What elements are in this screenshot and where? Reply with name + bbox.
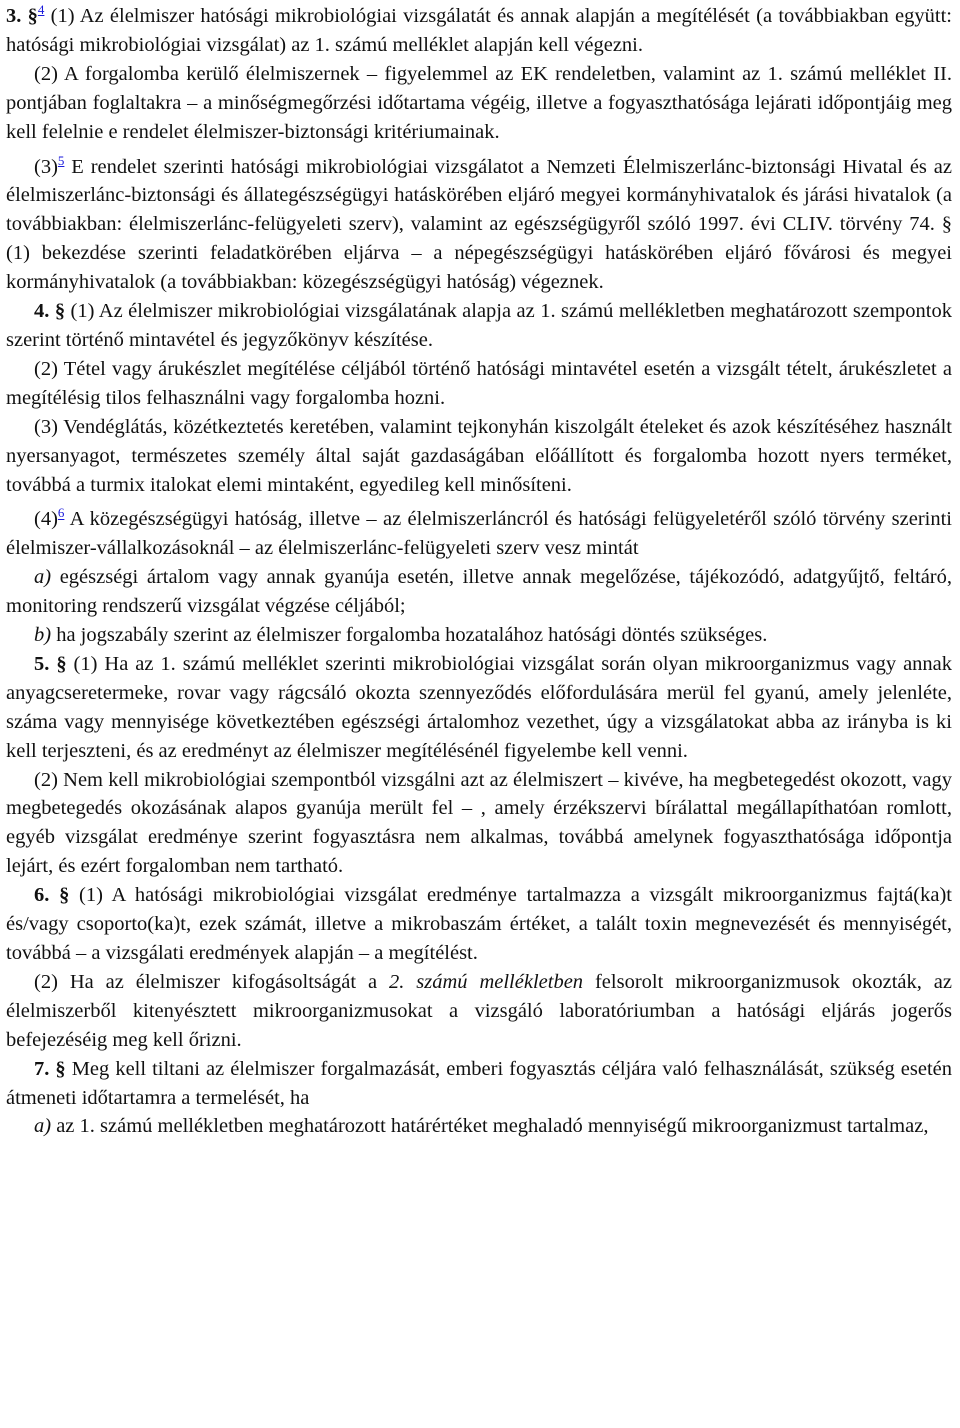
- paragraph-text: Meg kell tiltani az élelmiszer forgalmazását, emberi fogyasztás céljára való felhasználását, szükség esetén átmeneti időtartamra a termelését, ha: [6, 1057, 952, 1109]
- paragraph-text-cont: (1) bekezdése szerinti feladatkörében eljárva – a népegészségügyi hatáskörében eljáró fővárosi és megyei kormányhivatalok (a továbbiakban: közegészségügyi hatóság) végeznek.: [6, 242, 952, 294]
- paragraph-text: (3) Vendéglátás, közétkeztetés keretében, valamint tejkonyhán kiszolgált ételeket és azok készítéséhez használt nyersanyagot, természetes személy által saját gazdaságában előállított és forgalomba hozott nyers terméket, továbbá a turmix italokat elemi mintaként, egyedileg kell minősíteni.: [6, 415, 952, 496]
- list-label: b): [34, 624, 52, 647]
- section-number: 7.: [34, 1057, 50, 1080]
- section-number: 4.: [34, 300, 50, 323]
- paragraph-text: az 1. számú mellékletben meghatározott határértéket meghaladó mennyiségű mikroorganizmust tartalmaz,: [51, 1115, 929, 1138]
- paragraph-6-1: [6, 881, 952, 968]
- paragraph-text: (2) Tétel vagy árukészlet megítélése céljából történő hatósági mintavétel esetén a vizsgált tételt, árukészletet a megítélésig tilos felhasználni vagy forgalomba hozni.: [6, 357, 952, 409]
- paragraph-text: (1) Az élelmiszer hatósági mikrobiológiai vizsgálatát és annak alapján a megítélését (a továbbiakban együtt: hatósági mikrobiológiai vizsgálat) az 1. számú melléklet alapján kell végezni.: [6, 5, 952, 56]
- section-number: 3.: [6, 5, 22, 27]
- paragraph-text: (2) A forgalomba kerülő élelmiszernek – figyelemmel az EK rendeletben, valamint az 1. számú melléklet II. pontjában foglaltakra – a minőségmegőrzési időtartama végéig, illetve a fogyaszthatósága lejárati időpontjáig meg kell felelnie e rendelet élelmiszer-biztonsági kritériumainak.: [6, 62, 952, 143]
- paragraph-4-2: [6, 355, 952, 413]
- paragraph-7: [6, 1055, 952, 1113]
- paragraph-6-2: [6, 968, 952, 1055]
- section-symbol-link[interactable]: §: [56, 652, 67, 675]
- paragraph-5-2: [6, 766, 952, 882]
- paragraph-3-3: [6, 153, 952, 298]
- paragraph-text: (1) Az élelmiszer mikrobiológiai vizsgálatának alapja az 1. számú mellékletben meghatározott szempontok szerint történő mintavétel és jegyzőkönyv készítése.: [6, 300, 952, 351]
- paragraph-text: (2) Ha az élelmiszer kifogásoltságát a: [34, 970, 389, 993]
- list-item-b: [6, 621, 952, 650]
- paragraph-text: E rendelet szerinti hatósági mikrobiológiai vizsgálatot a Nemzeti Élelmiszerlánc-biztonsági Hivatal és az élelmiszerlánc-biztonsági és állategészségügyi hatáskörében eljáró megyei kormányhivatalok és járási hivatalok (a továbbiakban: élelmiszerlánc-felügyeleti szerv), valamint az egészségügyről szóló 1997. évi CLIV. törvény 74.: [6, 155, 952, 236]
- paragraph-text: (1) A hatósági mikrobiológiai vizsgálat eredménye tartalmazza a vizsgált mikroorganizmus fajtá(ka)t és/vagy csoporto(ka)t, ezek számát, illetve a mikrobaszám értéket, a talált toxin megnevezését és mennyiségét, továbbá – a vizsgálati eredmények alapján – a megítélést.: [6, 884, 953, 964]
- paragraph-text: (2) Nem kell mikrobiológiai szempontból vizsgálni azt az élelmiszert – kivéve, ha megbetegedést okozott, vagy megbetegedés okozásának alapos gyanúja merült fel – , amely érzékszervi bírálattal megállapíthatóan romlott, egyéb vizsgálat eredménye szerint fogyasztásra nem alkalmas, továbbá amelynek fogyaszthatósága időpontja lejárt, és ezért forgalomban nem tartható.: [6, 768, 952, 878]
- paragraph-lead: (3): [34, 155, 58, 178]
- section-number: 6.: [34, 884, 50, 907]
- paragraph-3-1: [6, 2, 952, 60]
- footnote-link-4[interactable]: 4: [37, 2, 45, 18]
- paragraph-text: A közegészségügyi hatóság, illetve – az élelmiszerláncról és hatósági felügyeletéről szóló törvény szerinti élelmiszer-vállalkozásoknál – az élelmiszerlánc-felügyeleti szerv vesz mintát: [6, 508, 952, 560]
- section-symbol-link[interactable]: §: [59, 884, 70, 907]
- section-number: 5.: [34, 652, 50, 675]
- paragraph-text-cont: felsorolt mikroorganizmusok okozták, az élelmiszerből kitenyésztett mikroorganizmusokat a vizsgáló laboratóriumban a hatósági eljárás jogerős befejezéséig meg kell őrizni.: [6, 970, 953, 1051]
- annex-reference: 2. számú mellékletben: [388, 970, 584, 993]
- footnote-link-6[interactable]: 6: [57, 505, 65, 521]
- list-label: a): [34, 566, 52, 589]
- paragraph-lead: (4): [34, 508, 58, 531]
- footnote-link-5[interactable]: 5: [57, 152, 65, 168]
- list-item-a: [6, 563, 952, 621]
- section-symbol-link[interactable]: §: [941, 213, 952, 236]
- paragraph-4-4: [6, 505, 952, 563]
- paragraph-4-1: [6, 297, 952, 355]
- paragraph-text: egészségi ártalom vagy annak gyanúja esetén, illetve annak megelőzése, tájékozódó, adatgyűjtő, feltáró, monitoring rendszerű vizsgálat végzése céljából;: [6, 566, 952, 618]
- paragraph-text: ha jogszabály szerint az élelmiszer forgalomba hozatalához hatósági döntés szükséges.: [51, 624, 768, 647]
- section-symbol-link[interactable]: §: [55, 1057, 66, 1080]
- section-symbol-link[interactable]: §: [54, 300, 66, 323]
- list-item-7a: [6, 1112, 952, 1141]
- paragraph-4-3: [6, 413, 952, 500]
- paragraph-text: (1) Ha az 1. számú melléklet szerinti mikrobiológiai vizsgálat során olyan mikroorganizmus vagy annak anyagcseretermeke, rovar vagy rágcsáló okozta szennyeződés előfordulására merül fel gyanú, amely jelenléte, száma vagy mennyisége következtében egészségi ártalomhoz vezethet, úgy a vizsgálatokat abba az irányba is ki kell terjeszteni, és az eredményt az élelmiszer megítélésénél figyelembe kell venni.: [6, 652, 953, 762]
- section-symbol-link[interactable]: §: [27, 5, 38, 27]
- paragraph-3-2: [6, 60, 952, 147]
- paragraph-5-1: [6, 650, 952, 766]
- list-label: a): [34, 1115, 52, 1138]
